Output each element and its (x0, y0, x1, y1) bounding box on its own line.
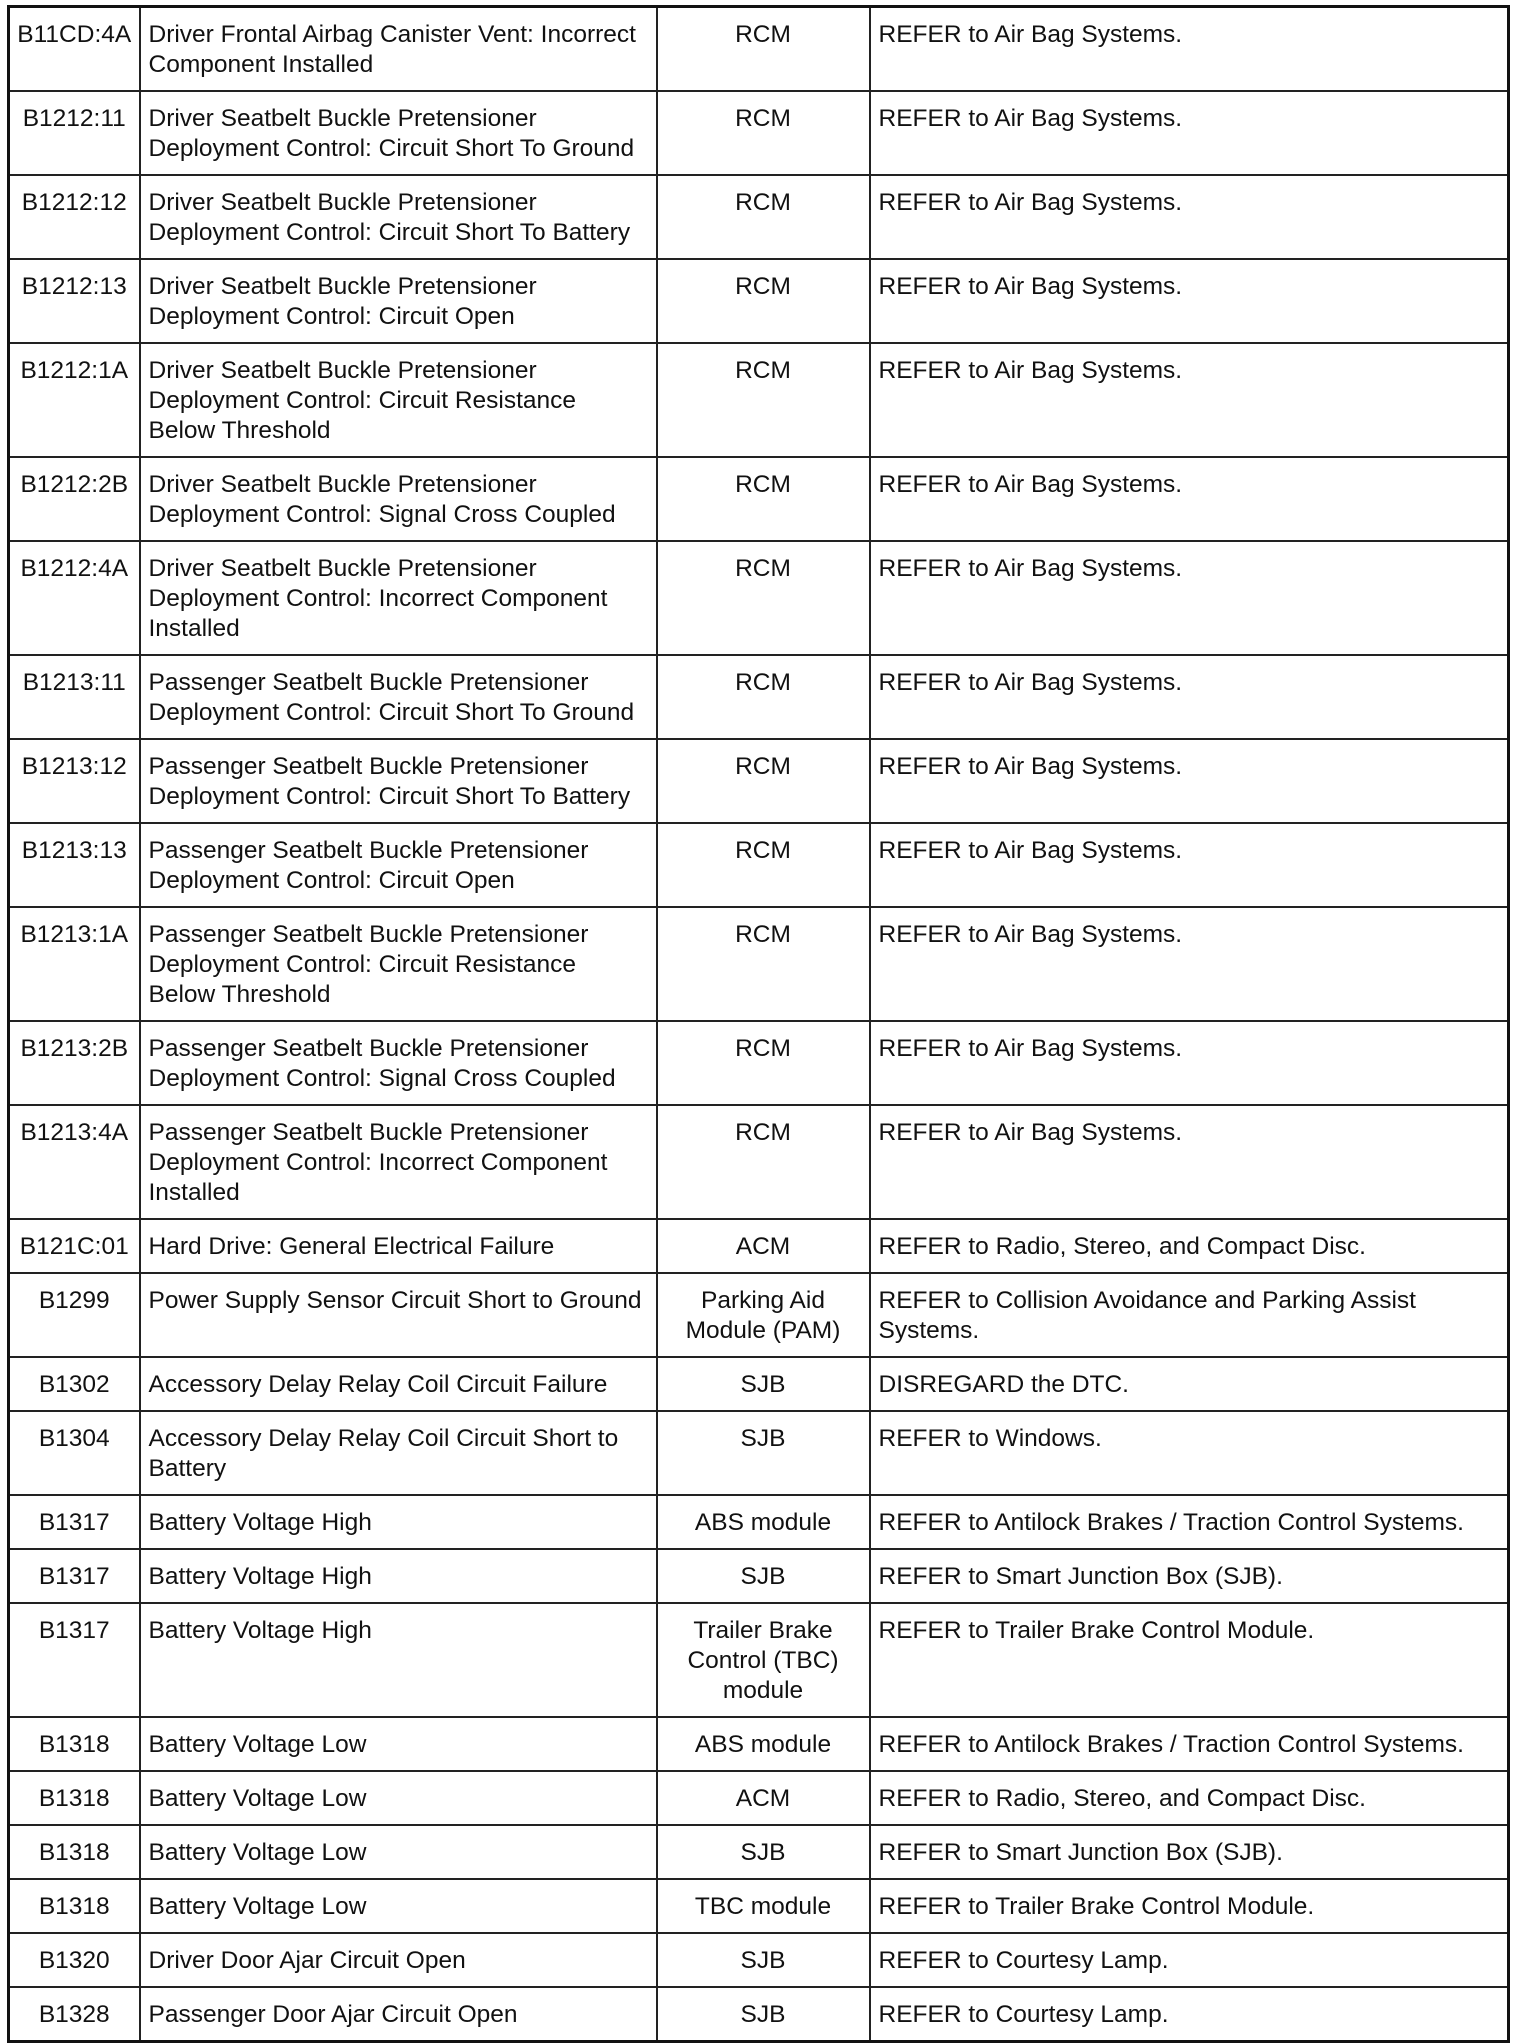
dtc-description: Driver Seatbelt Buckle Pretensioner Deployment Control: Circuit Open (140, 259, 657, 343)
table-row (9, 1603, 1509, 1717)
dtc-action: REFER to Air Bag Systems. (870, 7, 1509, 92)
dtc-module: RCM (657, 739, 870, 823)
table-row (9, 907, 1509, 1021)
dtc-code: B1212:1A (9, 343, 140, 457)
dtc-description: Passenger Seatbelt Buckle Pretensioner Deployment Control: Circuit Short To Ground (140, 655, 657, 739)
table-row (9, 259, 1509, 343)
dtc-module: ACM (657, 1771, 870, 1825)
dtc-code: B1320 (9, 1933, 140, 1987)
dtc-module: RCM (657, 823, 870, 907)
dtc-description: Battery Voltage High (140, 1495, 657, 1549)
dtc-action: DISREGARD the DTC. (870, 1357, 1509, 1411)
dtc-action: REFER to Air Bag Systems. (870, 907, 1509, 1021)
table-row (9, 1987, 1509, 2042)
dtc-description: Passenger Seatbelt Buckle Pretensioner Deployment Control: Circuit Short To Battery (140, 739, 657, 823)
dtc-action: REFER to Courtesy Lamp. (870, 1987, 1509, 2042)
dtc-action: REFER to Air Bag Systems. (870, 541, 1509, 655)
dtc-code: B1212:12 (9, 175, 140, 259)
dtc-code: B1212:4A (9, 541, 140, 655)
dtc-table (7, 5, 1510, 2043)
dtc-description: Battery Voltage High (140, 1603, 657, 1717)
dtc-module: SJB (657, 1357, 870, 1411)
dtc-code: B1213:12 (9, 739, 140, 823)
dtc-code: B1328 (9, 1987, 140, 2042)
table-row (9, 91, 1509, 175)
table-row (9, 1825, 1509, 1879)
dtc-module: RCM (657, 1021, 870, 1105)
dtc-module: RCM (657, 457, 870, 541)
table-row (9, 7, 1509, 92)
dtc-description: Battery Voltage Low (140, 1771, 657, 1825)
dtc-module: ACM (657, 1219, 870, 1273)
dtc-code: B1317 (9, 1549, 140, 1603)
dtc-code: B1213:11 (9, 655, 140, 739)
dtc-code: B1317 (9, 1603, 140, 1717)
dtc-description: Driver Seatbelt Buckle Pretensioner Deployment Control: Circuit Short To Ground (140, 91, 657, 175)
dtc-module: TBC module (657, 1879, 870, 1933)
dtc-action: REFER to Air Bag Systems. (870, 655, 1509, 739)
dtc-action: REFER to Windows. (870, 1411, 1509, 1495)
table-row (9, 1879, 1509, 1933)
dtc-code: B1212:2B (9, 457, 140, 541)
dtc-table-body (9, 7, 1509, 2042)
dtc-description: Battery Voltage Low (140, 1717, 657, 1771)
dtc-module: RCM (657, 259, 870, 343)
dtc-module: RCM (657, 7, 870, 92)
table-row (9, 1105, 1509, 1219)
dtc-description: Accessory Delay Relay Coil Circuit Short to Battery (140, 1411, 657, 1495)
dtc-action: REFER to Smart Junction Box (SJB). (870, 1825, 1509, 1879)
dtc-code: B1318 (9, 1771, 140, 1825)
dtc-code: B121C:01 (9, 1219, 140, 1273)
dtc-description: Passenger Seatbelt Buckle Pretensioner Deployment Control: Signal Cross Coupled (140, 1021, 657, 1105)
table-row (9, 1357, 1509, 1411)
dtc-code: B1302 (9, 1357, 140, 1411)
dtc-description: Passenger Seatbelt Buckle Pretensioner Deployment Control: Circuit Open (140, 823, 657, 907)
dtc-action: REFER to Air Bag Systems. (870, 457, 1509, 541)
table-row (9, 823, 1509, 907)
dtc-description: Battery Voltage Low (140, 1879, 657, 1933)
dtc-description: Hard Drive: General Electrical Failure (140, 1219, 657, 1273)
dtc-action: REFER to Air Bag Systems. (870, 1021, 1509, 1105)
dtc-action: REFER to Courtesy Lamp. (870, 1933, 1509, 1987)
dtc-module: ABS module (657, 1495, 870, 1549)
dtc-action: REFER to Radio, Stereo, and Compact Disc. (870, 1771, 1509, 1825)
dtc-action: REFER to Air Bag Systems. (870, 739, 1509, 823)
dtc-description: Passenger Door Ajar Circuit Open (140, 1987, 657, 2042)
dtc-description: Battery Voltage Low (140, 1825, 657, 1879)
table-row (9, 541, 1509, 655)
dtc-code: B11CD:4A (9, 7, 140, 92)
dtc-description: Driver Seatbelt Buckle Pretensioner Deployment Control: Incorrect Component Installed (140, 541, 657, 655)
dtc-description: Driver Seatbelt Buckle Pretensioner Deployment Control: Circuit Resistance Below Threshold (140, 343, 657, 457)
dtc-action: REFER to Air Bag Systems. (870, 823, 1509, 907)
dtc-code: B1299 (9, 1273, 140, 1357)
table-row (9, 457, 1509, 541)
dtc-action: REFER to Air Bag Systems. (870, 91, 1509, 175)
dtc-module: RCM (657, 343, 870, 457)
dtc-action: REFER to Collision Avoidance and Parking Assist Systems. (870, 1273, 1509, 1357)
dtc-code: B1213:1A (9, 907, 140, 1021)
table-row (9, 1549, 1509, 1603)
dtc-description: Driver Seatbelt Buckle Pretensioner Deployment Control: Circuit Short To Battery (140, 175, 657, 259)
dtc-code: B1317 (9, 1495, 140, 1549)
table-row (9, 1717, 1509, 1771)
dtc-action: REFER to Trailer Brake Control Module. (870, 1879, 1509, 1933)
dtc-description: Driver Frontal Airbag Canister Vent: Incorrect Component Installed (140, 7, 657, 92)
dtc-action: REFER to Air Bag Systems. (870, 1105, 1509, 1219)
dtc-description: Power Supply Sensor Circuit Short to Ground (140, 1273, 657, 1357)
dtc-action: REFER to Trailer Brake Control Module. (870, 1603, 1509, 1717)
table-row (9, 655, 1509, 739)
dtc-module: SJB (657, 1411, 870, 1495)
dtc-module: SJB (657, 1549, 870, 1603)
dtc-code: B1212:11 (9, 91, 140, 175)
dtc-description: Passenger Seatbelt Buckle Pretensioner Deployment Control: Circuit Resistance Below Threshold (140, 907, 657, 1021)
dtc-module: RCM (657, 655, 870, 739)
table-row (9, 739, 1509, 823)
dtc-code: B1213:2B (9, 1021, 140, 1105)
dtc-module: RCM (657, 91, 870, 175)
dtc-description: Accessory Delay Relay Coil Circuit Failure (140, 1357, 657, 1411)
dtc-code: B1318 (9, 1717, 140, 1771)
dtc-action: REFER to Antilock Brakes / Traction Control Systems. (870, 1717, 1509, 1771)
dtc-code: B1212:13 (9, 259, 140, 343)
dtc-description: Driver Seatbelt Buckle Pretensioner Deployment Control: Signal Cross Coupled (140, 457, 657, 541)
dtc-module: Trailer Brake Control (TBC) module (657, 1603, 870, 1717)
table-row (9, 1411, 1509, 1495)
dtc-module: SJB (657, 1825, 870, 1879)
dtc-description: Passenger Seatbelt Buckle Pretensioner Deployment Control: Incorrect Component Installed (140, 1105, 657, 1219)
dtc-module: RCM (657, 907, 870, 1021)
table-row (9, 175, 1509, 259)
dtc-code: B1304 (9, 1411, 140, 1495)
dtc-module: SJB (657, 1987, 870, 2042)
table-row (9, 1219, 1509, 1273)
dtc-module: SJB (657, 1933, 870, 1987)
dtc-action: REFER to Antilock Brakes / Traction Control Systems. (870, 1495, 1509, 1549)
dtc-action: REFER to Radio, Stereo, and Compact Disc. (870, 1219, 1509, 1273)
table-row (9, 343, 1509, 457)
dtc-action: REFER to Air Bag Systems. (870, 343, 1509, 457)
dtc-action: REFER to Air Bag Systems. (870, 175, 1509, 259)
dtc-module: ABS module (657, 1717, 870, 1771)
table-row (9, 1933, 1509, 1987)
dtc-action: REFER to Smart Junction Box (SJB). (870, 1549, 1509, 1603)
dtc-module: RCM (657, 1105, 870, 1219)
dtc-code: B1213:13 (9, 823, 140, 907)
dtc-action: REFER to Air Bag Systems. (870, 259, 1509, 343)
dtc-code: B1318 (9, 1879, 140, 1933)
table-row (9, 1771, 1509, 1825)
table-row (9, 1495, 1509, 1549)
dtc-description: Driver Door Ajar Circuit Open (140, 1933, 657, 1987)
dtc-description: Battery Voltage High (140, 1549, 657, 1603)
table-row (9, 1273, 1509, 1357)
dtc-module: RCM (657, 541, 870, 655)
table-row (9, 1021, 1509, 1105)
dtc-code: B1318 (9, 1825, 140, 1879)
dtc-module: Parking Aid Module (PAM) (657, 1273, 870, 1357)
dtc-module: RCM (657, 175, 870, 259)
dtc-code: B1213:4A (9, 1105, 140, 1219)
